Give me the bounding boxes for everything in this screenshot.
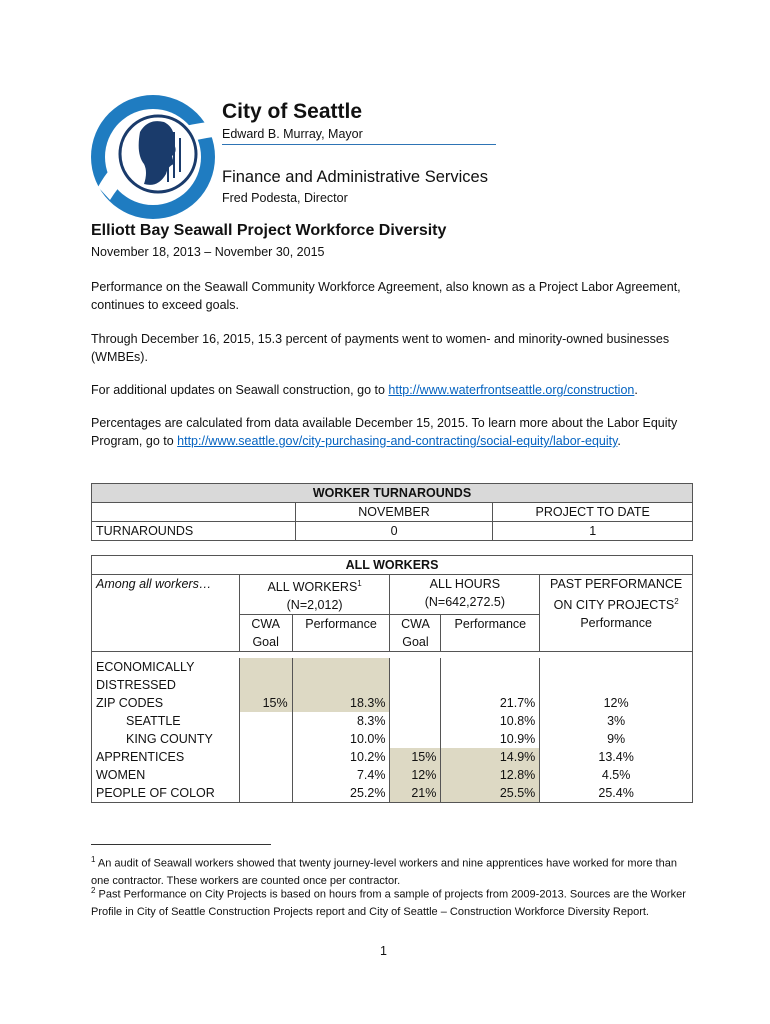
sub-workers-performance: Performance — [292, 615, 390, 652]
all-workers-table — [91, 555, 693, 803]
paragraph-labor-equity: Percentages are calculated from data available December 15, 2015. To learn more about the Labor Equity Program, go to http://www.seattle.gov/city-purchasing-and-contracting/social-equity/labor-equity. — [91, 416, 678, 448]
table-row: SEATTLE 8.3% 10.8% 3% — [92, 712, 693, 730]
among-label: Among all workers… — [92, 575, 240, 652]
turnarounds-ptd: 1 — [493, 522, 693, 541]
table-row: WOMEN 7.4% 12% 12.8% 4.5% — [92, 766, 693, 784]
city-seal-logo-icon — [88, 92, 218, 222]
table-row: DISTRESSED — [92, 676, 693, 694]
turnarounds-november: 0 — [295, 522, 493, 541]
col-all-workers: ALL WORKERS$^1$ (N=2,012) — [239, 575, 390, 615]
department-name: Finance and Administrative Services — [222, 168, 488, 186]
table-row: ZIP CODES 15% 18.3% 21.7% 12% — [92, 694, 693, 712]
footnote-1: $^1$ An audit of Seawall workers showed that twenty journey-level workers and nine apprentices have worked for more than one contractor. These workers are counted once per contractor. — [91, 855, 677, 887]
director-line: Fred Podesta, Director — [222, 191, 348, 205]
table-row: ECONOMICALLY — [92, 658, 693, 676]
org-title: City of Seattle — [222, 100, 363, 123]
sub-hours-performance: Performance — [441, 615, 540, 652]
table-row: PEOPLE OF COLOR 25.2% 21% 25.5% 25.4% — [92, 784, 693, 803]
page-number: 1 — [380, 944, 387, 958]
row-turnarounds-label: TURNAROUNDS — [92, 522, 296, 541]
col-past-performance: PAST PERFORMANCE ON CITY PROJECTS$^2$ Performance — [540, 575, 693, 652]
document-title: Elliott Bay Seawall Project Workforce Diversity — [91, 222, 447, 239]
table-row: APPRENTICES 10.2% 15% 14.9% 13.4% — [92, 748, 693, 766]
labor-equity-link[interactable]: http://www.seattle.gov/city-purchasing-and-contracting/social-equity/labor-equity — [177, 434, 618, 448]
col-november: NOVEMBER — [295, 503, 493, 522]
turnarounds-header: WORKER TURNAROUNDS — [92, 484, 693, 503]
col-all-hours: ALL HOURS (N=642,272.5) — [390, 575, 540, 615]
col-project-to-date: PROJECT TO DATE — [493, 503, 693, 522]
paragraph-updates: For additional updates on Seawall construction, go to http://www.waterfrontseattle.org/construction. — [91, 383, 638, 397]
sub-workers-cwa-goal: CWA Goal — [239, 615, 292, 652]
date-range: November 18, 2013 – November 30, 2015 — [91, 245, 325, 259]
waterfront-link[interactable]: http://www.waterfrontseattle.org/construction — [388, 383, 635, 397]
sub-hours-cwa-goal: CWA Goal — [390, 615, 441, 652]
paragraph-wmbe: Through December 16, 2015, 15.3 percent of payments went to women- and minority-owned businesses (WMBEs). — [91, 332, 670, 364]
footnote-2: $^2$ Past Performance on City Projects is based on hours from a sample of projects from 2009-2013. Sources are the Worker Profile in City of Seattle Construction Projects report and City of Seattle – Construction Workforce Diversity Report. — [91, 886, 686, 918]
mayor-line: Edward B. Murray, Mayor — [222, 127, 496, 145]
turnarounds-table — [91, 483, 693, 541]
footnote-divider — [91, 844, 271, 845]
paragraph-cwa: Performance on the Seawall Community Workforce Agreement, also known as a Project Labor Agreement, continues to exceed goals. — [91, 280, 681, 312]
all-workers-header: ALL WORKERS — [92, 556, 693, 575]
table-row: KING COUNTY 10.0% 10.9% 9% — [92, 730, 693, 748]
